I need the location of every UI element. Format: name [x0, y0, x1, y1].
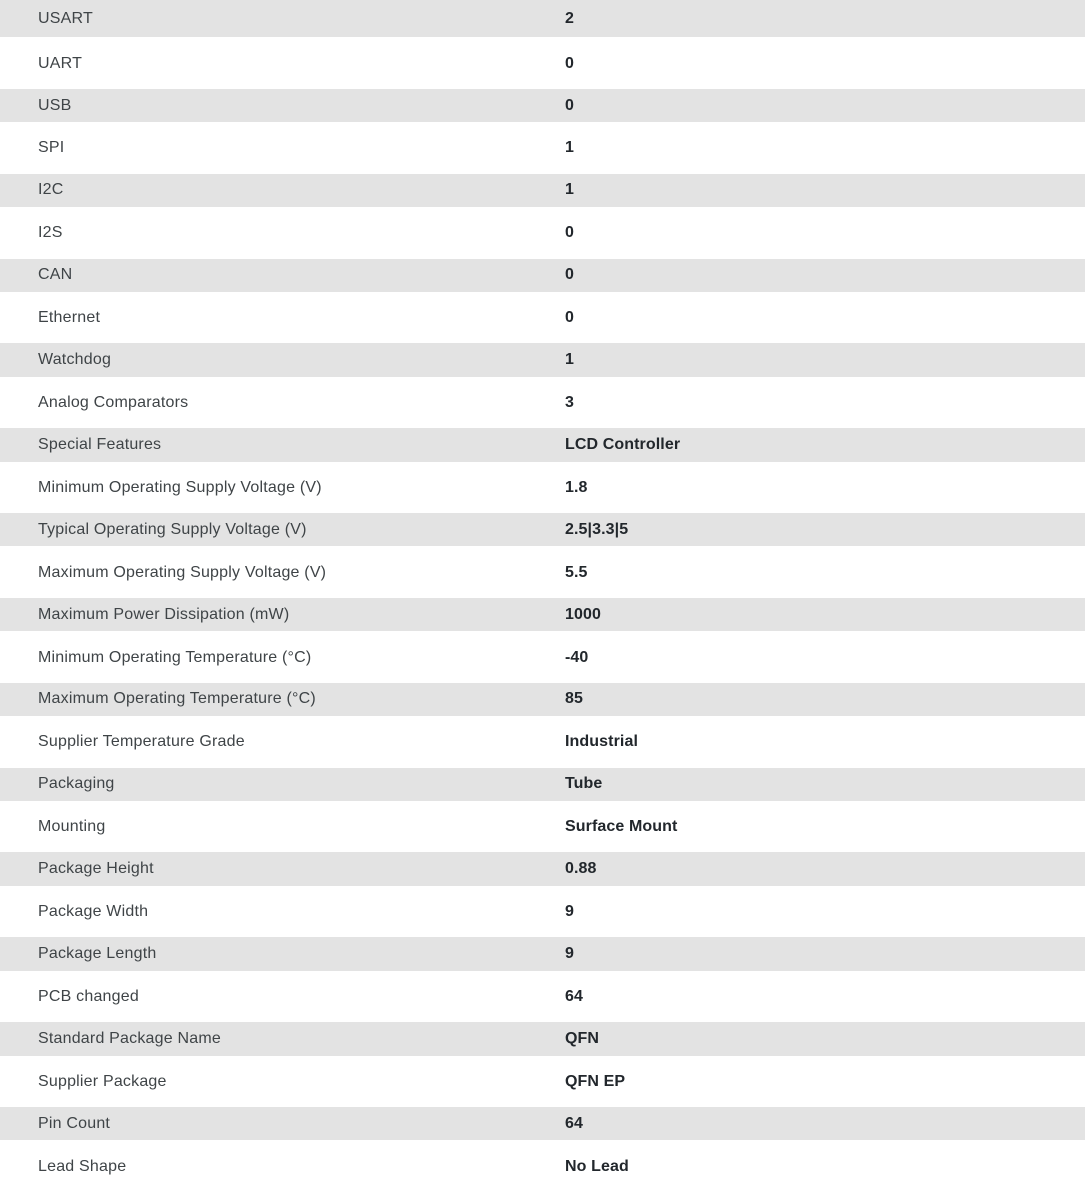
spec-label: I2C: [38, 181, 64, 199]
table-row: [0, 933, 1085, 975]
spec-value: 0: [565, 54, 574, 72]
table-row: [0, 127, 1085, 169]
spec-label: Maximum Operating Temperature (°C): [38, 690, 316, 708]
spec-label: USB: [38, 96, 72, 114]
spec-value: Tube: [565, 775, 603, 793]
spec-value: 2: [565, 9, 574, 27]
table-row: [0, 424, 1085, 466]
table-row: [0, 891, 1085, 933]
spec-value: LCD Controller: [565, 435, 681, 453]
spec-value: 64: [565, 1114, 583, 1132]
spec-label: Watchdog: [38, 351, 112, 369]
table-row: [0, 1103, 1085, 1145]
spec-label: Package Width: [38, 903, 149, 921]
table-row: [0, 382, 1085, 424]
spec-label: I2S: [38, 224, 63, 242]
spec-label: Package Height: [38, 860, 154, 878]
spec-label: CAN: [38, 266, 73, 284]
spec-value: 0: [565, 266, 574, 284]
spec-label: USART: [38, 9, 93, 27]
table-row: [0, 0, 1085, 42]
spec-value: 1: [565, 181, 574, 199]
table-row: [0, 721, 1085, 763]
spec-label: Pin Count: [38, 1114, 111, 1132]
table-row: [0, 255, 1085, 297]
spec-value: 1: [565, 139, 574, 157]
spec-value: 85: [565, 690, 583, 708]
table-row: [0, 339, 1085, 381]
table-row: [0, 297, 1085, 339]
spec-value: 3: [565, 394, 574, 411]
spec-label: Maximum Operating Supply Voltage (V): [38, 563, 327, 581]
spec-value: 5.5: [565, 563, 588, 581]
spec-value: -40: [565, 648, 589, 666]
spec-value: 9: [565, 903, 574, 921]
spec-label: Standard Package Name: [38, 1029, 221, 1047]
table-row: [0, 764, 1085, 806]
spec-label: Maximum Power Dissipation (mW): [38, 605, 290, 623]
spec-label: Supplier Package: [38, 1072, 167, 1090]
spec-value: Surface Mount: [565, 818, 678, 836]
table-row: [0, 212, 1085, 254]
spec-value: QFN EP: [565, 1072, 626, 1090]
table-row: [0, 636, 1085, 678]
spec-value: 1000: [565, 605, 601, 623]
spec-label: Packaging: [38, 775, 115, 793]
table-row: [0, 848, 1085, 890]
spec-value: 2.5|3.3|5: [565, 520, 629, 538]
spec-value: QFN: [565, 1029, 600, 1047]
table-row: [0, 85, 1085, 127]
spec-label: Lead Shape: [38, 1157, 127, 1175]
table-row: [0, 42, 1085, 84]
spec-value: 64: [565, 987, 583, 1005]
spec-value: 0: [565, 309, 574, 327]
spec-label: Supplier Temperature Grade: [38, 733, 245, 751]
table-row: [0, 679, 1085, 721]
table-row: [0, 594, 1085, 636]
spec-value: No Lead: [565, 1157, 629, 1175]
spec-label: UART: [38, 54, 83, 72]
spec-label: Minimum Operating Temperature (°C): [38, 648, 312, 666]
spec-value: 0.88: [565, 860, 597, 878]
spec-label: Special Features: [38, 435, 162, 453]
table-row: [0, 1145, 1085, 1187]
spec-value: 0: [565, 224, 574, 242]
table-row: [0, 551, 1085, 593]
table-row: [0, 806, 1085, 848]
table-row: [0, 170, 1085, 212]
spec-value: Industrial: [565, 733, 639, 751]
table-row: [0, 976, 1085, 1018]
spec-label: SPI: [38, 139, 65, 157]
table-row: [0, 467, 1085, 509]
table-row: [0, 509, 1085, 551]
spec-value: 1: [565, 351, 574, 369]
spec-value: 0: [565, 96, 574, 114]
spec-label: Analog Comparators: [38, 394, 189, 411]
spec-label: Ethernet: [38, 309, 101, 327]
spec-value: 9: [565, 944, 574, 962]
spec-label: Mounting: [38, 818, 106, 836]
table-row: [0, 1061, 1085, 1103]
spec-label: Package Length: [38, 944, 157, 962]
spec-value: 1.8: [565, 478, 588, 496]
spec-label: PCB changed: [38, 987, 139, 1005]
spec-label: Minimum Operating Supply Voltage (V): [38, 478, 322, 496]
spec-label: Typical Operating Supply Voltage (V): [38, 520, 307, 538]
table-row: [0, 1018, 1085, 1060]
